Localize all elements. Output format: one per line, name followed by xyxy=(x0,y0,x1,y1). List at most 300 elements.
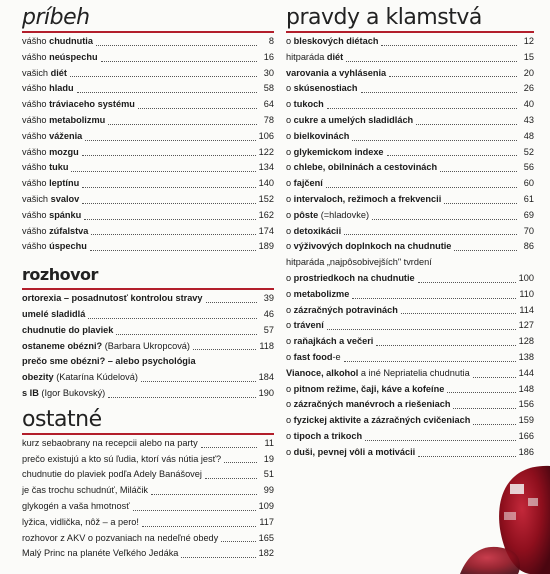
leader-dots xyxy=(91,233,255,235)
toc-entry[interactable] xyxy=(22,370,274,386)
leader-dots xyxy=(101,60,257,62)
leader-dots xyxy=(181,556,255,558)
toc-entry[interactable] xyxy=(22,160,274,176)
entry-prefix: o xyxy=(286,178,294,189)
page-number: 20 xyxy=(523,67,534,78)
entry-title xyxy=(286,397,450,413)
page-number: 69 xyxy=(523,209,534,220)
entry-title xyxy=(286,366,470,382)
leader-dots xyxy=(151,493,257,495)
leader-dots xyxy=(473,423,515,425)
toc-entry[interactable] xyxy=(286,303,534,319)
entry-title xyxy=(22,467,202,483)
entry-title xyxy=(286,318,324,334)
entry-prefix: o xyxy=(286,130,294,141)
leader-dots xyxy=(447,391,515,393)
toc-entry[interactable] xyxy=(22,307,274,323)
entry-title xyxy=(22,192,79,208)
page-number: 61 xyxy=(523,193,534,204)
entry-keyword: úspechu xyxy=(49,241,87,252)
entry-prefix: o xyxy=(286,83,294,94)
page-number: 159 xyxy=(518,415,534,426)
page-number: 16 xyxy=(263,51,274,62)
entry-title xyxy=(22,291,203,307)
leader-dots xyxy=(372,218,517,220)
leader-dots xyxy=(84,218,255,220)
section-rule xyxy=(22,31,274,33)
toc-entry[interactable] xyxy=(286,34,534,50)
entry-title xyxy=(286,50,343,66)
leader-dots xyxy=(387,154,517,156)
page-number: 144 xyxy=(518,367,534,378)
entry-prefix: o xyxy=(286,446,294,457)
page-number: 26 xyxy=(523,83,534,94)
page-number: 140 xyxy=(258,178,274,189)
page-number: 186 xyxy=(518,446,534,457)
leader-dots xyxy=(444,202,517,204)
entry-keyword: prečo sme obézni? – alebo psychológia xyxy=(22,356,196,367)
page-number: 11 xyxy=(264,437,274,448)
toc-entry[interactable] xyxy=(22,515,274,531)
toc-entry[interactable] xyxy=(22,483,274,499)
leader-dots xyxy=(326,186,517,188)
toc-entry[interactable] xyxy=(286,208,534,224)
entry-prefix: o xyxy=(286,320,294,331)
entry-prefix: vášho xyxy=(22,130,50,141)
entry-keyword: prostriedkoch na chudnutie xyxy=(293,272,415,283)
toc-entry[interactable] xyxy=(22,239,274,255)
toc-entry[interactable] xyxy=(286,350,534,366)
entry-prefix: vášho xyxy=(22,146,50,157)
entry-title xyxy=(286,113,413,129)
entry-title xyxy=(22,208,81,224)
entry-prefix: o xyxy=(286,272,294,283)
page-number: 43 xyxy=(523,114,534,125)
toc-entry[interactable] xyxy=(286,97,534,113)
entry-title xyxy=(22,436,198,452)
leader-dots xyxy=(116,333,257,335)
section-title-pravdy: pravdy a klamstvá xyxy=(286,5,482,30)
leader-dots xyxy=(224,461,257,463)
entry-prefix: o xyxy=(286,351,294,362)
entry-keyword: diét xyxy=(326,51,344,62)
entry-title xyxy=(286,176,323,192)
leader-dots xyxy=(138,107,257,109)
toc-entry[interactable] xyxy=(286,239,534,255)
entry-keyword: cukre a umelých sladidlách xyxy=(293,114,414,125)
page-number: 19 xyxy=(263,453,274,464)
entry-prefix: o xyxy=(286,193,294,204)
entry-text: Malý Princ na planéte Veľkého Jedáka xyxy=(22,548,179,559)
entry-title xyxy=(286,334,373,350)
entry-keyword: chlebe, obilninách a cestovinách xyxy=(293,162,438,173)
entry-text: glykogén a vaša hmotnosť xyxy=(22,500,130,511)
entry-text: kurz sebaobrany na recepcii alebo na party xyxy=(22,437,198,448)
entry-keyword: umelé sladidlá xyxy=(22,308,86,319)
pribeh-list xyxy=(22,34,274,255)
toc-entry[interactable] xyxy=(286,271,534,287)
entry-keyword: pitnom režime, čaji, káve a kofeíne xyxy=(293,383,445,394)
toc-entry[interactable] xyxy=(286,50,534,66)
leader-dots xyxy=(141,380,256,382)
entry-prefix: vašich xyxy=(22,193,51,204)
page-number: 56 xyxy=(523,162,534,173)
toc-entry[interactable] xyxy=(22,176,274,192)
entry-prefix: vášho xyxy=(22,209,50,220)
entry-title xyxy=(286,429,362,445)
entry-plain: hitparáda „najpôsobivejších" tvrdení xyxy=(286,257,432,268)
leader-dots xyxy=(401,312,517,314)
page-number: 109 xyxy=(258,500,274,511)
toc-entry[interactable] xyxy=(22,192,274,208)
entry-title xyxy=(22,224,88,240)
entry-keyword: leptínu xyxy=(49,178,80,189)
leader-dots xyxy=(205,477,257,479)
page-number: 118 xyxy=(259,340,274,351)
ostatne-list xyxy=(22,436,274,562)
entry-prefix: o xyxy=(286,288,294,299)
entry-title xyxy=(286,208,369,224)
toc-entry[interactable] xyxy=(286,129,534,145)
entry-prefix: vášho xyxy=(22,51,50,62)
page-number: 106 xyxy=(258,130,274,141)
entry-keyword: duši, pevnej vôli a motivácii xyxy=(293,446,416,457)
entry-keyword: skúsenostiach xyxy=(293,83,358,94)
leader-dots xyxy=(361,91,518,93)
entry-title xyxy=(22,483,148,499)
right-column xyxy=(286,0,534,461)
leader-dots xyxy=(473,376,516,378)
page-number: 70 xyxy=(523,225,534,236)
page-number: 99 xyxy=(263,485,274,496)
page-number: 127 xyxy=(518,320,534,331)
entry-suffix: (Igor Bukovský) xyxy=(38,387,106,398)
pravdy-list xyxy=(286,34,534,461)
page-number: 40 xyxy=(523,99,534,110)
entry-keyword: chudnutia xyxy=(49,36,93,46)
toc-entry[interactable] xyxy=(22,436,274,452)
toc-entry[interactable] xyxy=(22,354,274,370)
toc-entry[interactable] xyxy=(22,467,274,483)
page-number: 117 xyxy=(259,516,274,527)
toc-entry[interactable] xyxy=(286,255,534,271)
leader-dots xyxy=(201,446,257,448)
page-number: 57 xyxy=(263,324,274,335)
toc-entry[interactable] xyxy=(22,499,274,515)
rozhovor-list xyxy=(22,291,274,402)
entry-title xyxy=(286,287,349,303)
entry-prefix: vášho xyxy=(22,83,50,94)
entry-title xyxy=(22,81,74,97)
entry-suffix: a iné Nepriatelia chudnutia xyxy=(358,367,470,378)
toc-entry[interactable] xyxy=(22,113,274,129)
entry-title xyxy=(286,303,398,319)
page-number: 166 xyxy=(518,430,534,441)
page-number: 184 xyxy=(258,372,274,383)
leader-dots xyxy=(90,249,256,251)
entry-title xyxy=(22,370,138,386)
entry-keyword: intervaloch, režimoch a frekvencii xyxy=(293,193,442,204)
entry-prefix: o xyxy=(286,383,294,394)
entry-title xyxy=(286,34,378,50)
entry-title xyxy=(22,66,67,82)
entry-keyword: spánku xyxy=(49,209,82,220)
leader-dots xyxy=(133,509,256,511)
page-number: 8 xyxy=(268,36,274,46)
leader-dots xyxy=(376,344,515,346)
toc-entry[interactable] xyxy=(286,318,534,334)
toc-entry[interactable] xyxy=(22,224,274,240)
page-number: 78 xyxy=(263,114,274,125)
entry-prefix: vášho xyxy=(22,241,50,252)
entry-prefix: o xyxy=(286,225,294,236)
entry-prefix: o xyxy=(286,415,294,426)
entry-title xyxy=(22,515,139,531)
entry-prefix: vášho xyxy=(22,36,50,46)
entry-keyword: Vianoce, alkohol xyxy=(286,367,359,378)
page-number: 60 xyxy=(523,178,534,189)
toc-entry[interactable] xyxy=(286,287,534,303)
entry-keyword: fyzickej aktivite a zázračných cvičeniach xyxy=(293,415,471,426)
page-number: 174 xyxy=(258,225,274,236)
entry-title xyxy=(286,129,349,145)
page-number: 51 xyxy=(263,469,274,480)
section-ostatne xyxy=(22,408,274,562)
leader-dots xyxy=(327,328,516,330)
section-title-pribeh: príbeh xyxy=(22,5,90,30)
toc-entry[interactable] xyxy=(22,386,274,402)
toc-entry[interactable] xyxy=(22,81,274,97)
entry-title xyxy=(286,224,341,240)
toc-entry[interactable] xyxy=(22,50,274,66)
toc-entry[interactable] xyxy=(286,66,534,82)
page-number: 162 xyxy=(258,209,274,220)
toc-entry[interactable] xyxy=(286,397,534,413)
entry-title xyxy=(286,97,324,113)
toc-entry[interactable] xyxy=(22,452,274,468)
entry-text: chudnutie do plaviek podľa Adely Banášovej xyxy=(22,469,202,480)
entry-keyword: diét xyxy=(50,67,67,78)
page-number: 114 xyxy=(519,304,534,315)
entry-keyword: bielkovinách xyxy=(293,130,350,141)
entry-title xyxy=(286,350,341,366)
entry-suffix: -e xyxy=(332,351,341,362)
toc-entry[interactable] xyxy=(22,323,274,339)
leader-dots xyxy=(193,348,256,350)
entry-prefix: o xyxy=(286,162,294,173)
entry-suffix: (Barbara Ukropcová) xyxy=(102,340,190,351)
entry-keyword: hladu xyxy=(49,83,74,94)
entry-keyword: váženia xyxy=(49,130,83,141)
page-number: 165 xyxy=(258,532,274,543)
leader-dots xyxy=(344,360,516,362)
entry-keyword: pôste xyxy=(293,209,319,220)
entry-title xyxy=(286,160,437,176)
entry-prefix: o xyxy=(286,336,294,347)
leader-dots xyxy=(365,439,516,441)
entry-title xyxy=(22,452,221,468)
entry-suffix: (=hladovke) xyxy=(318,209,370,220)
entry-keyword: zázračných potravinách xyxy=(293,304,398,315)
entry-title xyxy=(22,129,82,145)
toc-entry[interactable] xyxy=(286,113,534,129)
section-pravdy xyxy=(286,6,534,461)
leader-dots xyxy=(71,170,255,172)
entry-title xyxy=(286,192,441,208)
toc-entry[interactable] xyxy=(286,160,534,176)
leader-dots xyxy=(142,525,256,527)
entry-keyword: metabolizmu xyxy=(49,114,106,125)
leader-dots xyxy=(418,281,516,283)
section-rule xyxy=(22,288,274,290)
page-number: 138 xyxy=(518,351,534,362)
entry-prefix: o xyxy=(286,209,294,220)
entry-prefix: o xyxy=(286,146,294,157)
page-number: 64 xyxy=(263,99,274,110)
page-number: 190 xyxy=(258,387,274,398)
entry-keyword: varovania a vyhlásenia xyxy=(286,67,387,78)
leader-dots xyxy=(82,154,256,156)
toc-entry[interactable] xyxy=(22,66,274,82)
entry-text: lyžica, vidlička, nôž – a pero! xyxy=(22,516,139,527)
entry-title xyxy=(286,413,470,429)
entry-prefix: o xyxy=(286,241,294,252)
toc-entry[interactable] xyxy=(286,81,534,97)
entry-title xyxy=(22,307,85,323)
entry-keyword: výživových doplnkoch na chudnutie xyxy=(293,241,452,252)
leader-dots xyxy=(381,44,517,46)
entry-title xyxy=(22,97,135,113)
entry-plain: hitparáda xyxy=(286,51,327,62)
toc-entry[interactable] xyxy=(22,339,274,355)
entry-keyword: tráviaceho systému xyxy=(49,99,135,110)
toc-entry[interactable] xyxy=(22,97,274,113)
entry-title xyxy=(22,339,190,355)
entry-keyword: tipoch a trikoch xyxy=(293,430,363,441)
page-number: 46 xyxy=(263,308,274,319)
entry-keyword: tuku xyxy=(49,162,69,173)
toc-entry[interactable] xyxy=(286,145,534,161)
toc-entry[interactable] xyxy=(286,224,534,240)
entry-prefix: o xyxy=(286,399,294,410)
entry-title xyxy=(22,354,196,370)
leader-dots xyxy=(77,91,257,93)
entry-keyword: trávení xyxy=(293,320,324,331)
entry-prefix: o xyxy=(286,99,294,110)
leader-dots xyxy=(108,123,257,125)
entry-text: rozhovor z AKV o pozvaniach na nedeľné obedy xyxy=(22,532,219,543)
entry-title xyxy=(286,66,386,82)
entry-title xyxy=(22,176,79,192)
toc-entry[interactable] xyxy=(286,413,534,429)
toc-entry[interactable] xyxy=(286,334,534,350)
entry-keyword: obezity xyxy=(22,372,54,383)
toc-entry[interactable] xyxy=(22,34,274,50)
toc-entry[interactable] xyxy=(22,208,274,224)
entry-title xyxy=(286,271,415,287)
leader-dots xyxy=(108,396,255,398)
entry-keyword: glykemickom indexe xyxy=(293,146,384,157)
entry-keyword: ostaneme obézni? xyxy=(22,340,103,351)
entry-keyword: metabolizme xyxy=(293,288,350,299)
leader-dots xyxy=(416,123,517,125)
toc-entry[interactable] xyxy=(22,531,274,547)
entry-title xyxy=(22,145,79,161)
leader-dots xyxy=(327,107,517,109)
toc-entry[interactable] xyxy=(22,145,274,161)
entry-title xyxy=(22,50,98,66)
entry-title xyxy=(22,386,105,402)
page-number: 86 xyxy=(523,241,534,252)
toc-entry[interactable] xyxy=(22,546,274,562)
page-number: 58 xyxy=(263,83,274,94)
page-number: 182 xyxy=(258,548,274,559)
page-number: 134 xyxy=(258,162,274,173)
entry-prefix: vášho xyxy=(22,225,50,236)
entry-keyword: raňajkách a večeri xyxy=(293,336,374,347)
entry-text: prečo existujú a kto sú ľudia, ktorí vás nútia jesť? xyxy=(22,453,222,464)
entry-title xyxy=(286,145,384,161)
leader-dots xyxy=(344,233,517,235)
entry-title xyxy=(286,239,451,255)
entry-keyword: ortorexia – posadnutosť kontrolou stravy xyxy=(22,293,203,304)
toc-entry[interactable] xyxy=(22,291,274,307)
leader-dots xyxy=(389,75,517,77)
entry-keyword: zúfalstva xyxy=(49,225,89,236)
toc-entry[interactable] xyxy=(286,176,534,192)
entry-keyword: detoxikácii xyxy=(293,225,342,236)
entry-title xyxy=(22,323,113,339)
entry-title xyxy=(286,255,432,271)
section-title-rozhovor: rozhovor xyxy=(22,265,98,285)
leader-dots xyxy=(453,407,515,409)
page-number: 122 xyxy=(258,146,274,157)
leader-dots xyxy=(82,186,255,188)
toc-entry[interactable] xyxy=(286,366,534,382)
section-rule xyxy=(286,31,534,33)
entry-keyword: s IB xyxy=(22,387,39,398)
entry-prefix: o xyxy=(286,114,294,125)
entry-prefix: vášho xyxy=(22,99,50,110)
entry-title xyxy=(22,34,93,50)
entry-title xyxy=(286,445,415,461)
page-number: 110 xyxy=(519,288,534,299)
leader-dots xyxy=(82,202,255,204)
page-number: 48 xyxy=(523,130,534,141)
section-rule xyxy=(22,433,274,435)
toc-entry[interactable] xyxy=(22,129,274,145)
entry-keyword: mozgu xyxy=(49,146,79,157)
leader-dots xyxy=(440,170,517,172)
toc-entry[interactable] xyxy=(286,192,534,208)
page-number: 189 xyxy=(258,241,274,252)
entry-keyword: svalov xyxy=(50,193,80,204)
page-number: 30 xyxy=(263,67,274,78)
entry-keyword: fast food xyxy=(293,351,333,362)
entry-prefix: vášho xyxy=(22,162,50,173)
entry-prefix: vášho xyxy=(22,114,50,125)
page-number: 39 xyxy=(263,293,274,304)
page-number: 128 xyxy=(518,336,534,347)
entry-title xyxy=(22,160,68,176)
toc-entry[interactable] xyxy=(286,429,534,445)
page-number: 152 xyxy=(258,193,274,204)
entry-keyword: zázračných manévroch a riešeniach xyxy=(293,399,451,410)
page-number: 100 xyxy=(518,272,534,283)
toc-entry[interactable] xyxy=(286,382,534,398)
left-column xyxy=(22,0,274,562)
entry-title xyxy=(22,546,178,562)
